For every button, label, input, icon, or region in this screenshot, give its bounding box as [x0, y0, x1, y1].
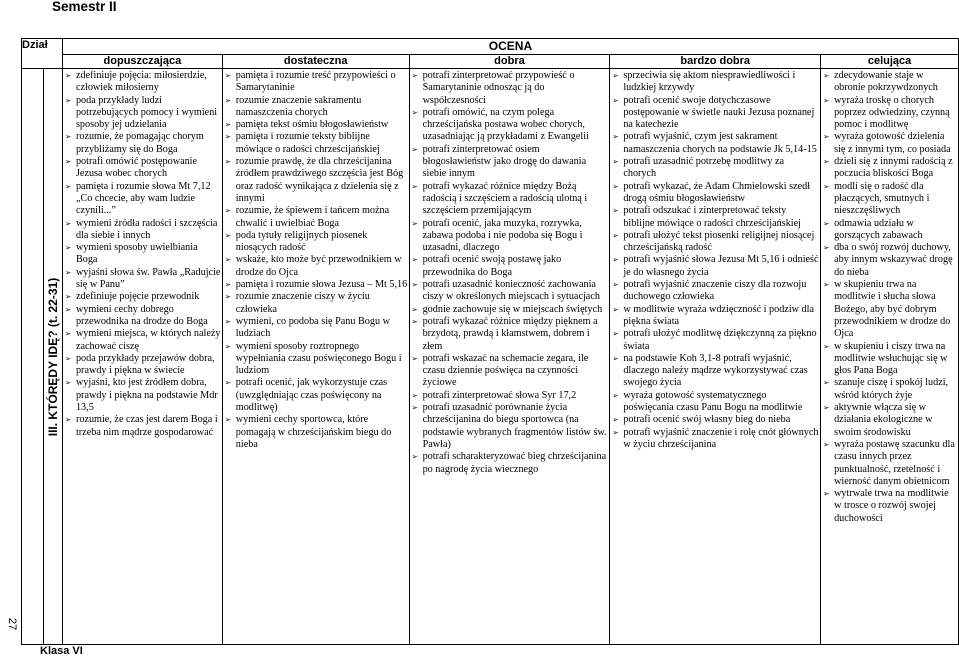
criterion-item: ➢ rozumie, że pomagając chorym przybliżamy się do Boga	[65, 131, 221, 156]
criterion-item: ➢ wskaże, kto może być przewodnikiem w drodze do Ojca	[225, 254, 408, 279]
criterion-item: ➢ w skupieniu i ciszy trwa na modlitwie wsłuchując się w głos Pana Boga	[823, 341, 957, 378]
criterion-item: ➢ pamięta i rozumie treść przypowieści o Samarytaninie	[225, 70, 408, 95]
criteria-list	[610, 69, 820, 451]
criteria-cell-dopuszczajaca	[62, 69, 222, 645]
criterion-item: ➢ potrafi wyjaśnić, czym jest sakrament namaszczenia chorych na podstawie Jk 5,14-15	[612, 131, 819, 156]
criterion-item: ➢ godnie zachowuje się w miejscach świętych	[412, 304, 609, 316]
criterion-item: ➢ rozumie znaczenie sakramentu namaszczenia chorych	[225, 95, 408, 120]
criterion-item: ➢ potrafi zinterpretować przypowieść o Samarytaninie odnosząc ją do współczesności	[412, 70, 609, 107]
criterion-item: ➢ potrafi wyjaśnić znaczenie i rolę cnót głównych w życiu chrześcijanina	[612, 427, 819, 452]
criterion-item: ➢ potrafi uzasadnić konieczność zachowania ciszy w określonych miejscach i sytuacjach	[412, 279, 609, 304]
criterion-item: ➢ potrafi omówić, na czym polega chrześcijańska postawa wobec chorych, uzasadniając ją przykładami z Ewangelii	[412, 107, 609, 144]
criterion-item: ➢ wyraża troskę o chorych poprzez odwiedziny, czynną pomoc i modlitwę	[823, 95, 957, 132]
level-header-celujaca: celująca	[821, 55, 959, 69]
criteria-list	[63, 69, 222, 439]
criterion-item: ➢ poda przykłady przejawów dobra, prawdy i piękna w świecie	[65, 353, 221, 378]
criterion-item: ➢ rozumie prawdę, że dla chrześcijanina źródłem prawdziwego szczęścia jest Bóg oraz radość wynikająca z dzielenia się z innymi	[225, 156, 408, 205]
level-header-dobra: dobra	[409, 55, 610, 69]
criterion-item: ➢ w modlitwie wyraża wdzięczność i podziw dla piękna świata	[612, 304, 819, 329]
criterion-item: ➢ zdefiniuje pojęcia: miłosierdzie, człowiek miłosierny	[65, 70, 221, 95]
level-header-bardzo-dobra: bardzo dobra	[610, 55, 821, 69]
criterion-item: ➢ potrafi zinterpretować osiem błogosławieństw jako drogę do dawania siebie innym	[412, 144, 609, 181]
criterion-item: ➢ rozumie, że śpiewem i tańcem można chwalić i uwielbiać Boga	[225, 205, 408, 230]
criterion-item: ➢ potrafi wykazać, że Adam Chmielowski szedł drogą ośmiu błogosławieństw	[612, 181, 819, 206]
ocena-header: OCENA	[62, 39, 958, 55]
criterion-item: ➢ potrafi ułożyć modlitwę dziękczynną za piękno świata	[612, 328, 819, 353]
criterion-item: ➢ aktywnie włącza się w działania ekologiczne w swoim środowisku	[823, 402, 957, 439]
level-header-dopuszczajaca: dopuszczająca	[62, 55, 222, 69]
criterion-item: ➢ potrafi odszukać i zinterpretować teksty biblijne mówiące o radości chrześcijańskiej	[612, 205, 819, 230]
criterion-item: ➢ potrafi wskazać na schemacie zegara, ile czasu dziennie poświęca na czynności życiowe	[412, 353, 609, 390]
section-title: III. KTÓRĘDY IDĘ? (t. 22-31)	[45, 277, 60, 436]
criterion-item: ➢ potrafi ocenić swój własny bieg do nieba	[612, 414, 819, 426]
criteria-cell-dobra	[409, 69, 610, 645]
criterion-item: ➢ potrafi ocenić swoją postawę jako przewodnika do Boga	[412, 254, 609, 279]
criteria-list	[223, 69, 409, 451]
class-label: Klasa VI	[40, 645, 83, 657]
criterion-item: ➢ pamięta tekst ośmiu błogosławieństw	[225, 119, 408, 131]
criterion-item: ➢ wyraża postawę szacunku dla czasu innych przez punktualność, rzetelność i wierność danym obietnicom	[823, 439, 957, 488]
criterion-item: ➢ wymieni cechy sportowca, które pomagają w chrześcijańskim biegu do nieba	[225, 414, 408, 451]
criterion-item: ➢ poda tytuły religijnych piosenek niosących radość	[225, 230, 408, 255]
criterion-item: ➢ potrafi ocenić, jak wykorzystuje czas (uwzględniając czas poświęcony na modlitwę)	[225, 377, 408, 414]
criterion-item: ➢ potrafi ocenić, jaka muzyka, rozrywka, zabawa podoba i nie podoba się Bogu i uzasadni, dlaczego	[412, 218, 609, 255]
criterion-item: ➢ modli się o radość dla płaczących, smutnych i nieszczęśliwych	[823, 181, 957, 218]
dzial-header: Dział	[22, 39, 63, 69]
criterion-item: ➢ pamięta i rozumie słowa Mt 7,12 „Co chcecie, aby wam ludzie czynili...”	[65, 181, 221, 218]
criterion-item: ➢ potrafi uzasadnić potrzebę modlitwy za chorych	[612, 156, 819, 181]
criterion-item: ➢ wyraża gotowość systematycznego poświęcania czasu Panu Bogu na modlitwie	[612, 390, 819, 415]
criterion-item: ➢ wytrwale trwa na modlitwie w trosce o rozwój swojej duchowości	[823, 488, 957, 525]
criterion-item: ➢ w skupieniu trwa na modlitwie i słucha słowa Bożego, aby być dobrym przewodnikiem w drodze do Ojca	[823, 279, 957, 340]
criterion-item: ➢ wymieni źródła radości i szczęścia dla siebie i innych	[65, 218, 221, 243]
criteria-cell-celujaca	[821, 69, 959, 645]
criterion-item: ➢ na podstawie Koh 3,1-8 potrafi wyjaśnić, dlaczego należy mądrze wykorzystywać czas swojego życia	[612, 353, 819, 390]
criterion-item: ➢ wymieni sposoby uwielbiania Boga	[65, 242, 221, 267]
criteria-cell-dostateczna	[222, 69, 409, 645]
criterion-item: ➢ potrafi scharakteryzować bieg chrześcijanina po nagrodę życia wiecznego	[412, 451, 609, 476]
criterion-item: ➢ potrafi zinterpretować słowa Syr 17,2	[412, 390, 609, 402]
criterion-item: ➢ zdecydowanie staje w obronie pokrzywdzonych	[823, 70, 957, 95]
criterion-item: ➢ wyraża gotowość dzielenia się z innymi tym, co posiada	[823, 131, 957, 156]
criterion-item: ➢ odmawia udziału w gorszących zabawach	[823, 218, 957, 243]
criterion-item: ➢ dba o swój rozwój duchowy, aby innym wskazywać drogę do nieba	[823, 242, 957, 279]
criterion-item: ➢ potrafi wyjaśnić słowa Jezusa Mt 5,16 i odnieść je do własnego życia	[612, 254, 819, 279]
criterion-item: ➢ potrafi uzasadnić porównanie życia chrześcijanina do biegu sportowca (na podstawie wybranych fragmentów listów św. Pawła)	[412, 402, 609, 451]
page-number: 27	[6, 617, 18, 631]
criterion-item: ➢ wyjaśni, kto jest źródłem dobra, prawdy i piękna na podstawie Mdr 13,5	[65, 377, 221, 414]
criterion-item: ➢ rozumie, że czas jest darem Boga i trzeba nim mądrze gospodarować	[65, 414, 221, 439]
criterion-item: ➢ potrafi wykazać różnice między pięknem a brzydotą, prawdą i kłamstwem, dobrem i złem	[412, 316, 609, 353]
empty-margin-cell	[22, 69, 44, 645]
criterion-item: ➢ sprzeciwia się aktom niesprawiedliwości i ludzkiej krzywdy	[612, 70, 819, 95]
criterion-item: ➢ wymieni miejsca, w których należy zachować ciszę	[65, 328, 221, 353]
criterion-item: ➢ potrafi ocenić swoje dotychczasowe postępowanie w świetle nauki Jezusa poznanej na katechezie	[612, 95, 819, 132]
section-title-cell	[43, 69, 62, 645]
criterion-item: ➢ wymieni, co podoba się Panu Bogu w ludziach	[225, 316, 408, 341]
criterion-item: ➢ szanuje ciszę i spokój ludzi, wśród których żyje	[823, 377, 957, 402]
level-header-dostateczna: dostateczna	[222, 55, 409, 69]
semester-heading: Semestr II	[52, 0, 117, 14]
criteria-cell-bardzo-dobra	[610, 69, 821, 645]
criterion-item: ➢ pamięta i rozumie teksty biblijne mówiące o radości chrześcijańskiej	[225, 131, 408, 156]
criterion-item: ➢ wymieni sposoby roztropnego wypełniania czasu poświęconego Bogu i ludziom	[225, 341, 408, 378]
criterion-item: ➢ rozumie znaczenie ciszy w życiu człowieka	[225, 291, 408, 316]
criterion-item: ➢ pamięta i rozumie słowa Jezusa – Mt 5,16	[225, 279, 408, 291]
criterion-item: ➢ poda przykłady ludzi potrzebujących pomocy i wymieni sposoby jej udzielania	[65, 95, 221, 132]
criterion-item: ➢ potrafi wykazać różnice między Bożą radością i szczęściem a radością ulotną i szczęściem przemijającym	[412, 181, 609, 218]
criterion-item: ➢ potrafi wyjaśnić znaczenie ciszy dla rozwoju duchowego człowieka	[612, 279, 819, 304]
criterion-item: ➢ zdefiniuje pojęcie przewodnik	[65, 291, 221, 303]
criterion-item: ➢ potrafi ułożyć tekst piosenki religijnej niosącej chrześcijańską radość	[612, 230, 819, 255]
criterion-item: ➢ wyjaśni słowa św. Pawła „Radujcie się w Panu”	[65, 267, 221, 292]
criteria-list	[410, 69, 610, 476]
grading-table	[21, 38, 959, 645]
criterion-item: ➢ dzieli się z innymi radością z poczucia bliskości Boga	[823, 156, 957, 181]
criteria-list	[821, 69, 958, 525]
criterion-item: ➢ wymieni cechy dobrego przewodnika na drodze do Boga	[65, 304, 221, 329]
criterion-item: ➢ potrafi omówić postępowanie Jezusa wobec chorych	[65, 156, 221, 181]
